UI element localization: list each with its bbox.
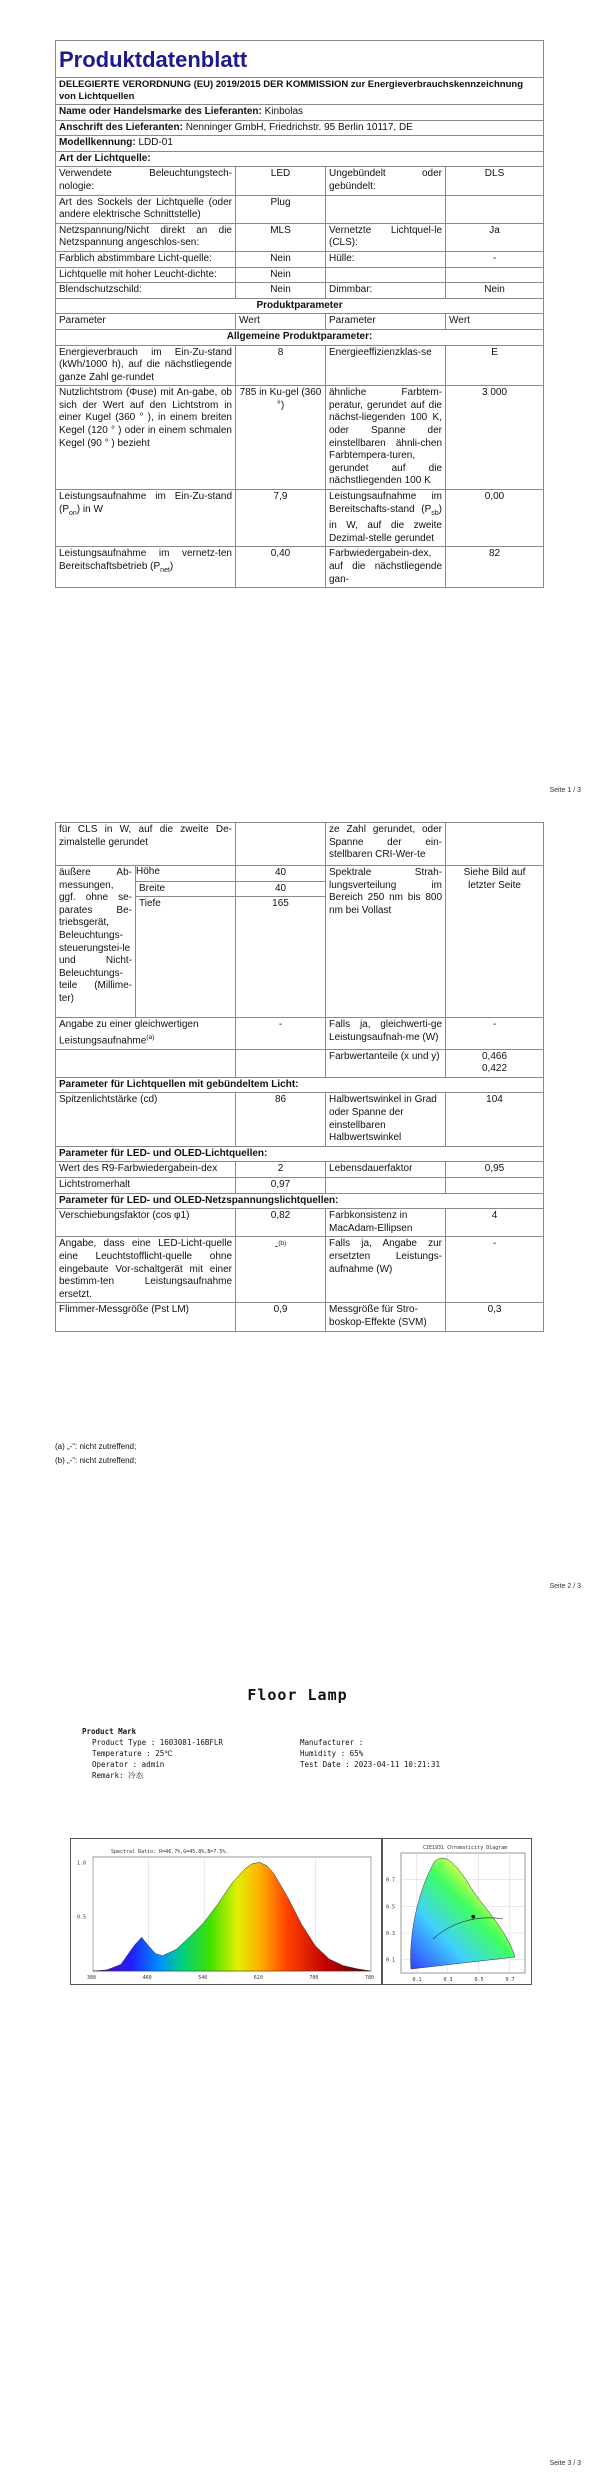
directional-label: Ungebündelt oder gebündelt: (326, 167, 446, 195)
product-type: Product Type : 1603081-16BFLR (92, 1738, 223, 1747)
energy-label: Energieverbrauch im Ein-Zu-stand (kWh/1000 h), auf die nächstliegende ganze Zahl ge-rundet (56, 345, 236, 386)
cie-y-tick: 0.7 (386, 1877, 396, 1884)
supplier-address-row (56, 120, 544, 136)
dimmable-value: Nein (446, 283, 544, 299)
svm-value: 0,3 (446, 1303, 544, 1331)
cie-y-tick: 0.5 (386, 1904, 396, 1911)
spectral-x-tick: 620 (253, 1975, 263, 1981)
mains-led-params-header: Parameter für LED- und OLED-Netzspannungslichtquellen: (56, 1193, 544, 1209)
dimmable-label: Dimmbar: (326, 283, 446, 299)
test-date: Test Date : 2023-04-11 10:21:31 (300, 1760, 440, 1769)
flux-label: Nutzlichtstrom (Φuse) mit An-gabe, ob sich der Wert auf den Lichtstrom in einer Kugel (360 ° ), in einem breiten Kegel (120 ° ) oder in einem schmalen Kegel (90 ° ) bezieht (56, 386, 236, 490)
col-param-header: Parameter (326, 314, 446, 330)
lumen-maintenance-label: Lichtstromerhalt (56, 1178, 236, 1194)
dim-width-label: Breite (136, 881, 236, 897)
meta-right (300, 1737, 440, 1770)
empty-cell (236, 1049, 326, 1077)
cct-label: ähnliche Farbtem-peratur, gerundet auf die nächst-liegenden 100 K, oder Spanne der einstellbaren ähnli-chen Farbtempera-turen, gerundet auf die nächstliegenden 100 K (326, 386, 446, 490)
envelope-label: Hülle: (326, 251, 446, 267)
page-number: Seite 2 / 3 (549, 1583, 581, 1590)
equiv-power-value: - (236, 1018, 326, 1050)
report-heading: Floor Lamp (247, 1686, 348, 1704)
empty-cell (446, 195, 544, 223)
pnet-value: 0,40 (236, 547, 326, 588)
manufacturer: Manufacturer : (300, 1738, 364, 1747)
supplier-name: Kinbolas (264, 106, 303, 117)
cie-points (471, 1915, 475, 1919)
cie-x-tick: 0.7 (505, 1977, 515, 1983)
envelope-value: - (446, 251, 544, 267)
footnote-b: (b) „-“: nicht zutreffend; (55, 1456, 137, 1465)
cri-label: Farbwiedergabein-dex, auf die nächstliegende gan- (326, 547, 446, 588)
product-params-header: Produktparameter (56, 298, 544, 314)
spectral-x-tick: 780 (365, 1975, 375, 1981)
datasheet-table-page1 (55, 40, 544, 588)
datasheet-table-page2 (55, 822, 544, 1332)
dim-depth-label: Tiefe (136, 897, 236, 1018)
light-type-header: Art der Lichtquelle: (56, 151, 544, 167)
spectral-ratio-text: Spectral Ratio: R=46.7%,G=45.8%,B=7.5%. (111, 1849, 229, 1855)
cie-x-tick: 0.5 (474, 1977, 484, 1983)
eff-class-label: Energieeffizienzklas-se (326, 345, 446, 386)
dim-width-value: 40 (236, 881, 326, 897)
cri-continued: ze Zahl gerundet, oder Spanne der ein-stellbaren CRI-Wer-te (326, 823, 446, 866)
empty-cell (446, 267, 544, 283)
col-param-header: Parameter (56, 314, 236, 330)
empty-cell (446, 823, 544, 866)
replacement-label: Angabe, dass eine LED-Licht-quelle eine Leuchtstofflicht-quelle ohne eingebaute Vor-schaltgerät mit einer bestimm-ten Leistungsaufnahme ersetzt. (56, 1237, 236, 1303)
empty-cell (56, 1049, 236, 1077)
cri-value: 82 (446, 547, 544, 588)
r9-value: 2 (236, 1162, 326, 1178)
temperature: Temperature : 25℃ (92, 1749, 173, 1758)
cct-value: 3 000 (446, 386, 544, 490)
hl-value: Nein (236, 267, 326, 283)
glare-value: Nein (236, 283, 326, 299)
tech-value: LED (236, 167, 326, 195)
spectral-x-tick: 540 (198, 1975, 208, 1981)
power-factor-label: Verschiebungsfaktor (cos φ1) (56, 1209, 236, 1237)
empty-cell (326, 1178, 446, 1194)
tunable-value: Nein (236, 251, 326, 267)
survival-factor-label: Lebensdauerfaktor (326, 1162, 446, 1178)
datasheet-title: Produktdatenblatt (56, 41, 544, 78)
page-2 (0, 800, 595, 1630)
supplier-name-row (56, 105, 544, 121)
survival-factor-value: 0,95 (446, 1162, 544, 1178)
page-1 (0, 0, 595, 800)
chroma-label: Farbwertanteile (x und y) (326, 1049, 446, 1077)
empty-cell (326, 195, 446, 223)
pnet-label: Leistungsaufnahme im vernetz-ten Bereitschaftsbetrieb $(P_{net})$ (56, 547, 236, 588)
macadam-label: Farbkonsistenz in MacAdam-Ellipsen (326, 1209, 446, 1237)
r9-label: Wert des R9-Farbwiedergabein-dex (56, 1162, 236, 1178)
dimensions-label: äußere Ab-messungen, ggf. ohne se-parates Be-triebsgerät, Beleuchtungs-steuerungstei-le und Nicht-Beleuchtungs-teile (Millime-ter) (56, 866, 136, 1018)
cls-label: Vernetzte Lichtquel-le (CLS): (326, 223, 446, 251)
cie-x-tick: 0.3 (443, 1977, 453, 1983)
glare-label: Blendschutzschild: (56, 283, 236, 299)
footnotes (55, 1440, 136, 1468)
general-params-header: Allgemeine Produktparameter: (56, 329, 544, 345)
spectral-x-tick: 700 (309, 1975, 319, 1981)
chroma-y: 0,422 (482, 1063, 508, 1075)
mains-value: MLS (236, 223, 326, 251)
cie-title: CIE1931 Chromaticity Diagram (423, 1845, 508, 1851)
cap-type-label: Art des Sockels der Lichtquelle (oder andere elektrische Schnittstelle) (56, 195, 236, 223)
pnet-continued: für CLS in W, auf die zweite De-zimalstelle gerundet (56, 823, 236, 866)
cie-locus (411, 1858, 515, 1969)
page-3 (0, 1630, 595, 2481)
flicker-label: Flimmer-Messgröße (Pst LM) (56, 1303, 236, 1331)
tunable-label: Farblich abstimmbare Licht-quelle: (56, 251, 236, 267)
directional-params-header: Parameter für Lichtquellen mit gebündeltem Licht: (56, 1077, 544, 1093)
psb-label: Leistungsaufnahme im Bereitschafts-stand $(P_{sb})$ in W, auf die zweite Dezimal-stelle gerundet (326, 490, 446, 547)
peak-intensity-value: 86 (236, 1093, 326, 1146)
spectral-label: Spektrale Strah-lungsverteilung im Bereich 250 nm bis 800 nm bei Vollast (326, 866, 446, 1018)
spectral-y-tick: 0.5 (77, 1914, 87, 1921)
page-number: Seite 3 / 3 (549, 2460, 581, 2467)
model-label: Modellkennung: (59, 137, 136, 149)
regulation-text: DELEGIERTE VERORDNUNG (EU) 2019/2015 DER KOMMISSION zur Energieverbrauchskennzeichnung von Lichtquellen (56, 78, 544, 105)
supplier-address: Nenninger GmbH, Friedrichstr. 95 Berlin 10117, DE (185, 121, 413, 133)
spectral-chart (70, 1838, 382, 1985)
beam-angle-label: Halbwertswinkel in Grad oder Spanne der einstellbaren Halbwertswinkel (326, 1093, 446, 1146)
power-factor-value: 0,82 (236, 1209, 326, 1237)
cie-y-tick: 0.1 (386, 1957, 396, 1964)
product-mark: Product Mark (82, 1727, 137, 1736)
dim-height-label: Höhe (136, 866, 236, 882)
svm-label: Messgröße für Stro-boskop-Effekte (SVM) (326, 1303, 446, 1331)
flux-value: 785 in Ku-gel (360 °) (236, 386, 326, 490)
chroma-value (446, 1049, 544, 1077)
humidity: Humidity : 65% (300, 1749, 364, 1758)
page-number: Seite 1 / 3 (549, 787, 581, 794)
spectral-y-tick: 1.0 (77, 1860, 87, 1867)
col-value-header: Wert (446, 314, 544, 330)
cie-measured-point (471, 1915, 475, 1919)
lumen-maintenance-value: 0,97 (236, 1178, 326, 1194)
dim-height-value: 40 (236, 866, 326, 882)
cie-chart (382, 1838, 532, 1985)
footnote-a: (a) „-“: nicht zutreffend; (55, 1442, 137, 1451)
cie-y-tick: 0.3 (386, 1931, 396, 1937)
hl-label: Lichtquelle mit hoher Leucht-dichte: (56, 267, 236, 283)
supplier-address-label: Anschrift des Lieferanten: (59, 121, 183, 133)
replacement-value: -$^{(b)}$ (236, 1237, 326, 1303)
cap-type-value: Plug (236, 195, 326, 223)
remark: Remark: 冷态 (92, 1771, 144, 1780)
empty-cell (446, 1178, 544, 1194)
cie-x-tick: 0.1 (412, 1977, 422, 1983)
spectral-value: Siehe Bild auf letzter Seite (446, 866, 544, 1018)
equiv-power-label: Angabe zu einer gleichwertigen Leistungsaufnahme$^{(a)}$ (56, 1018, 236, 1050)
beam-angle-value: 104 (446, 1093, 544, 1146)
pon-value: 7,9 (236, 490, 326, 547)
model-id: LDD-01 (138, 137, 173, 149)
mains-label: Netzspannung/Nicht direkt an die Netzspannung angeschlos-sen: (56, 223, 236, 251)
chroma-x: 0,466 (482, 1050, 508, 1062)
operator: Operator : admin (92, 1760, 165, 1769)
equiv-w-label: Falls ja, gleichwerti-ge Leistungsaufnah-me (W) (326, 1018, 446, 1050)
spectral-x-tick: 460 (142, 1975, 152, 1981)
pon-label: Leistungsaufnahme im Ein-Zu-stand $(P_{on})$ in W (56, 490, 236, 547)
supplier-name-label: Name oder Handelsmarke des Lieferanten: (59, 106, 262, 117)
peak-intensity-label: Spitzenlichtstärke (cd) (56, 1093, 236, 1146)
led-params-header: Parameter für LED- und OLED-Lichtquellen: (56, 1146, 544, 1162)
flicker-value: 0,9 (236, 1303, 326, 1331)
dim-depth-value: 165 (236, 897, 326, 1018)
meta-left (92, 1737, 223, 1781)
spectral-chart-svg (71, 1839, 381, 1984)
replacement-w-value: - (446, 1237, 544, 1303)
cie-chart-svg (383, 1839, 531, 1984)
empty-cell (326, 267, 446, 283)
col-value-header: Wert (236, 314, 326, 330)
energy-value: 8 (236, 345, 326, 386)
eff-class-value: E (446, 345, 544, 386)
model-row (56, 136, 544, 152)
empty-cell (236, 823, 326, 866)
tech-label: Verwendete Beleuchtungstech-nologie: (56, 167, 236, 195)
cls-value: Ja (446, 223, 544, 251)
macadam-value: 4 (446, 1209, 544, 1237)
replacement-w-label: Falls ja, Angabe zur ersetzten Leistungs-aufnahme (W) (326, 1237, 446, 1303)
spectral-x-tick: 380 (87, 1975, 97, 1981)
spectral-area (93, 1862, 371, 1971)
directional-value: DLS (446, 167, 544, 195)
equiv-w-value: - (446, 1018, 544, 1050)
psb-value: 0,00 (446, 490, 544, 547)
